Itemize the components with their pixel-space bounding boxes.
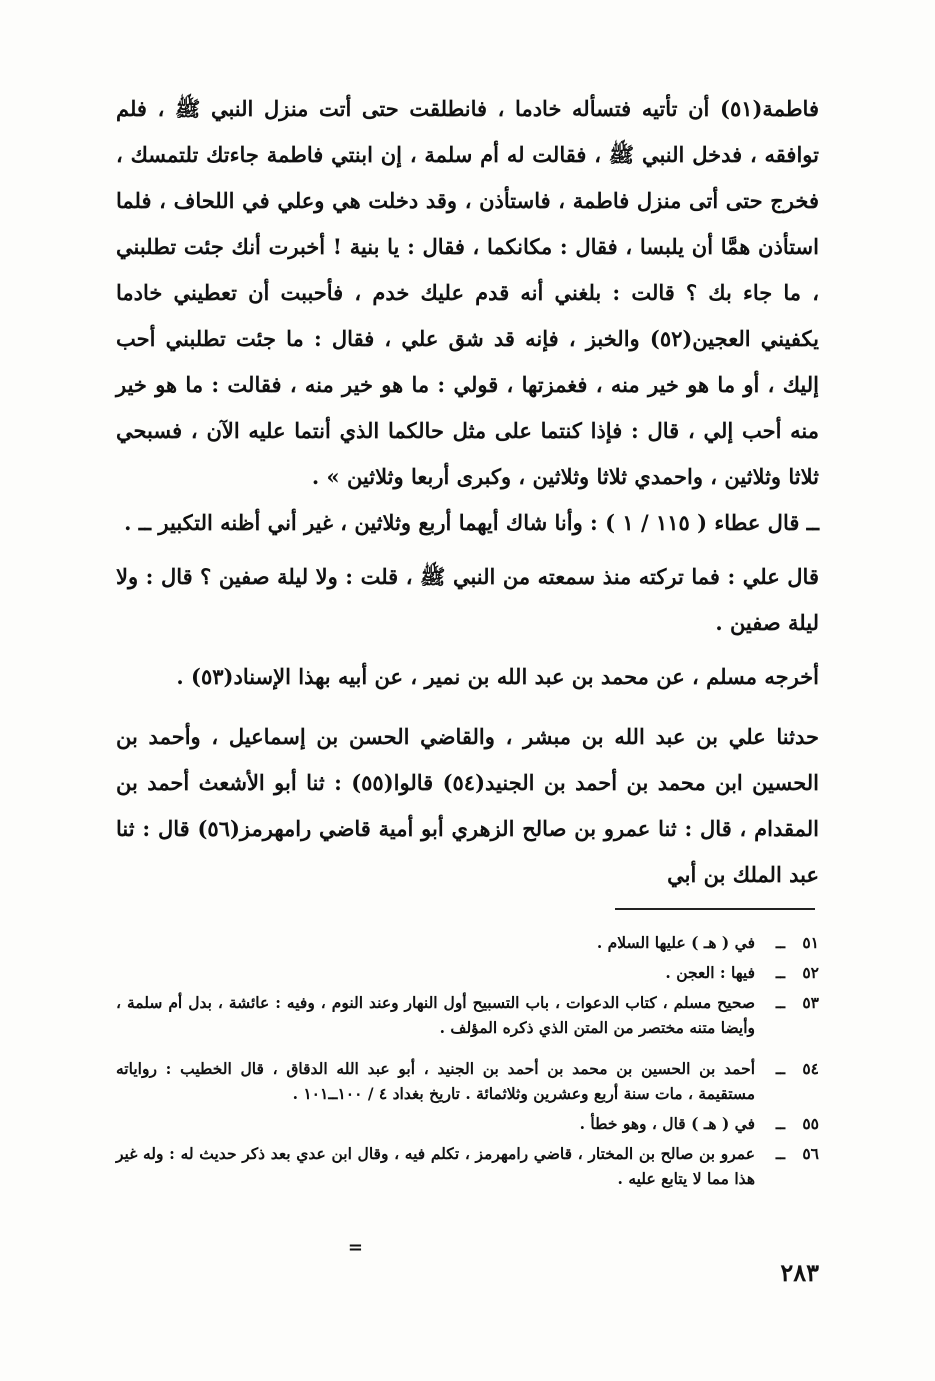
footnotes	[116, 930, 819, 1196]
paragraph-ata-note: ــ قال عطاء ( ١١٥ / ١ ) : وأنا شاك أيهما أربع وثلاثين ، غير أني أظنه التكبير ــ .	[124, 510, 819, 535]
paragraph-takhrij: أخرجه مسلم ، عن محمد بن عبد الله بن نمير ، عن أبيه بهذا الإسناد(٥٣) .	[176, 664, 819, 689]
footnote-dash: ــ	[775, 993, 785, 1012]
footnote-number: ٥٣	[802, 993, 819, 1012]
paragraph-hadith: فاطمة(٥١) أن تأتيه فتسأله خادما ، فانطلقت حتى أتت منزل النبي ﷺ ، فلم توافقه ، فدخل النبي ﷺ ، فقالت له أم سلمة ، إن ابنتي فاطمة جاءتك تلتمسك ، فخرج حتى أتى منزل فاطمة ، فاستأذن ، وقد دخلت هي وعلي في اللحاف ، فلما استأذن همَّا أن يلبسا ، فقال : مكانكما ، فقال : يا بنية ! أخبرت أنك جئت تطلبني ، ما جاء بك ؟ قالت : بلغني أنه قدم عليك خدم ، فأحببت أن تعطيني خادما يكفيني العجين(٥٢) والخبز ، فإنه قد شق علي ، فقال : ما جئت تطلبني أحب إليك ، أو ما هو خير منه ، فغمزتها ، قولي : ما هو خير منه ، فقالت : ما هو خير منه أحب إلي ، قال : فإذا كنتما على مثل حالكما الذي أنتما عليه الآن ، فسبحي ثلاثا وثلاثين ، واحمدي ثلاثا وثلاثين ، وكبرى أربعا وثلاثين » .	[116, 96, 819, 489]
footnote	[116, 1056, 819, 1106]
footnote-number: ٥١	[802, 933, 819, 952]
footnote-dash: ــ	[775, 933, 785, 952]
footnote-text: صحيح مسلم ، كتاب الدعوات ، باب التسبيح أول النهار وعند النوم ، وفيه : عائشة ، بدل أم سلمة ، وأيضا متنه مختصر من المتن الذي ذكره المؤلف .	[116, 993, 755, 1037]
footnote	[116, 990, 819, 1040]
footnote-number: ٥٥	[802, 1114, 819, 1133]
paragraph-isnad: حدثنا علي بن عبد الله بن مبشر ، والقاضي الحسن بن إسماعيل ، وأحمد بن الحسين ابن محمد بن أحمد بن الجنيد(٥٤) قالوا(٥٥) : ثنا أبو الأشعث أحمد بن المقدام ، قال : ثنا عمرو بن صالح الزهري أبو أمية قاضي رامهرمز(٥٦) قال : ثنا عبد الملك بن أبي	[116, 724, 820, 887]
continuation-mark: =	[347, 1237, 363, 1258]
footnote-dash: ــ	[775, 963, 785, 982]
footnote-text: في ( هـ ) قال ، وهو خطأ .	[579, 1114, 755, 1133]
paragraph-ali: قال علي : فما تركته منذ سمعته من النبي ﷺ ، قلت : ولا ليلة صفين ؟ قال : ولا ليلة صفين .	[116, 564, 819, 635]
footnote-separator	[615, 908, 815, 910]
footnote-text: فيها : العجن .	[665, 963, 755, 982]
page-number: ٢٨٣	[780, 1258, 819, 1287]
footnote-text: أحمد بن الحسين بن محمد بن أحمد بن الجنيد ، أبو عبد الله الدقاق ، قال الخطيب : رواياته مستقيمة ، مات سنة أربع وعشرين وثلاثمائة . تاريخ بغداد ٤ / ١٠٠ــ١٠١ .	[116, 1059, 755, 1103]
footnote	[116, 1111, 819, 1136]
main-text	[116, 86, 819, 898]
footnote-number: ٥٤	[802, 1059, 819, 1078]
footnote-number: ٥٦	[802, 1144, 819, 1163]
footnote-text: في ( هـ ) عليها السلام .	[596, 933, 755, 952]
footnote-text: عمرو بن صالح بن المختار ، قاضي رامهرمز ، تكلم فيه ، وقال ابن عدي بعد ذكر حديث له : وله غير هذا مما لا يتابع عليه .	[116, 1144, 755, 1188]
footnote	[116, 960, 819, 985]
footnote-number: ٥٢	[802, 963, 819, 982]
footnote-dash: ــ	[775, 1114, 785, 1133]
footnote	[116, 1141, 819, 1191]
footnote-dash: ــ	[775, 1059, 785, 1078]
footnote-dash: ــ	[775, 1144, 785, 1163]
footnote	[116, 930, 819, 955]
